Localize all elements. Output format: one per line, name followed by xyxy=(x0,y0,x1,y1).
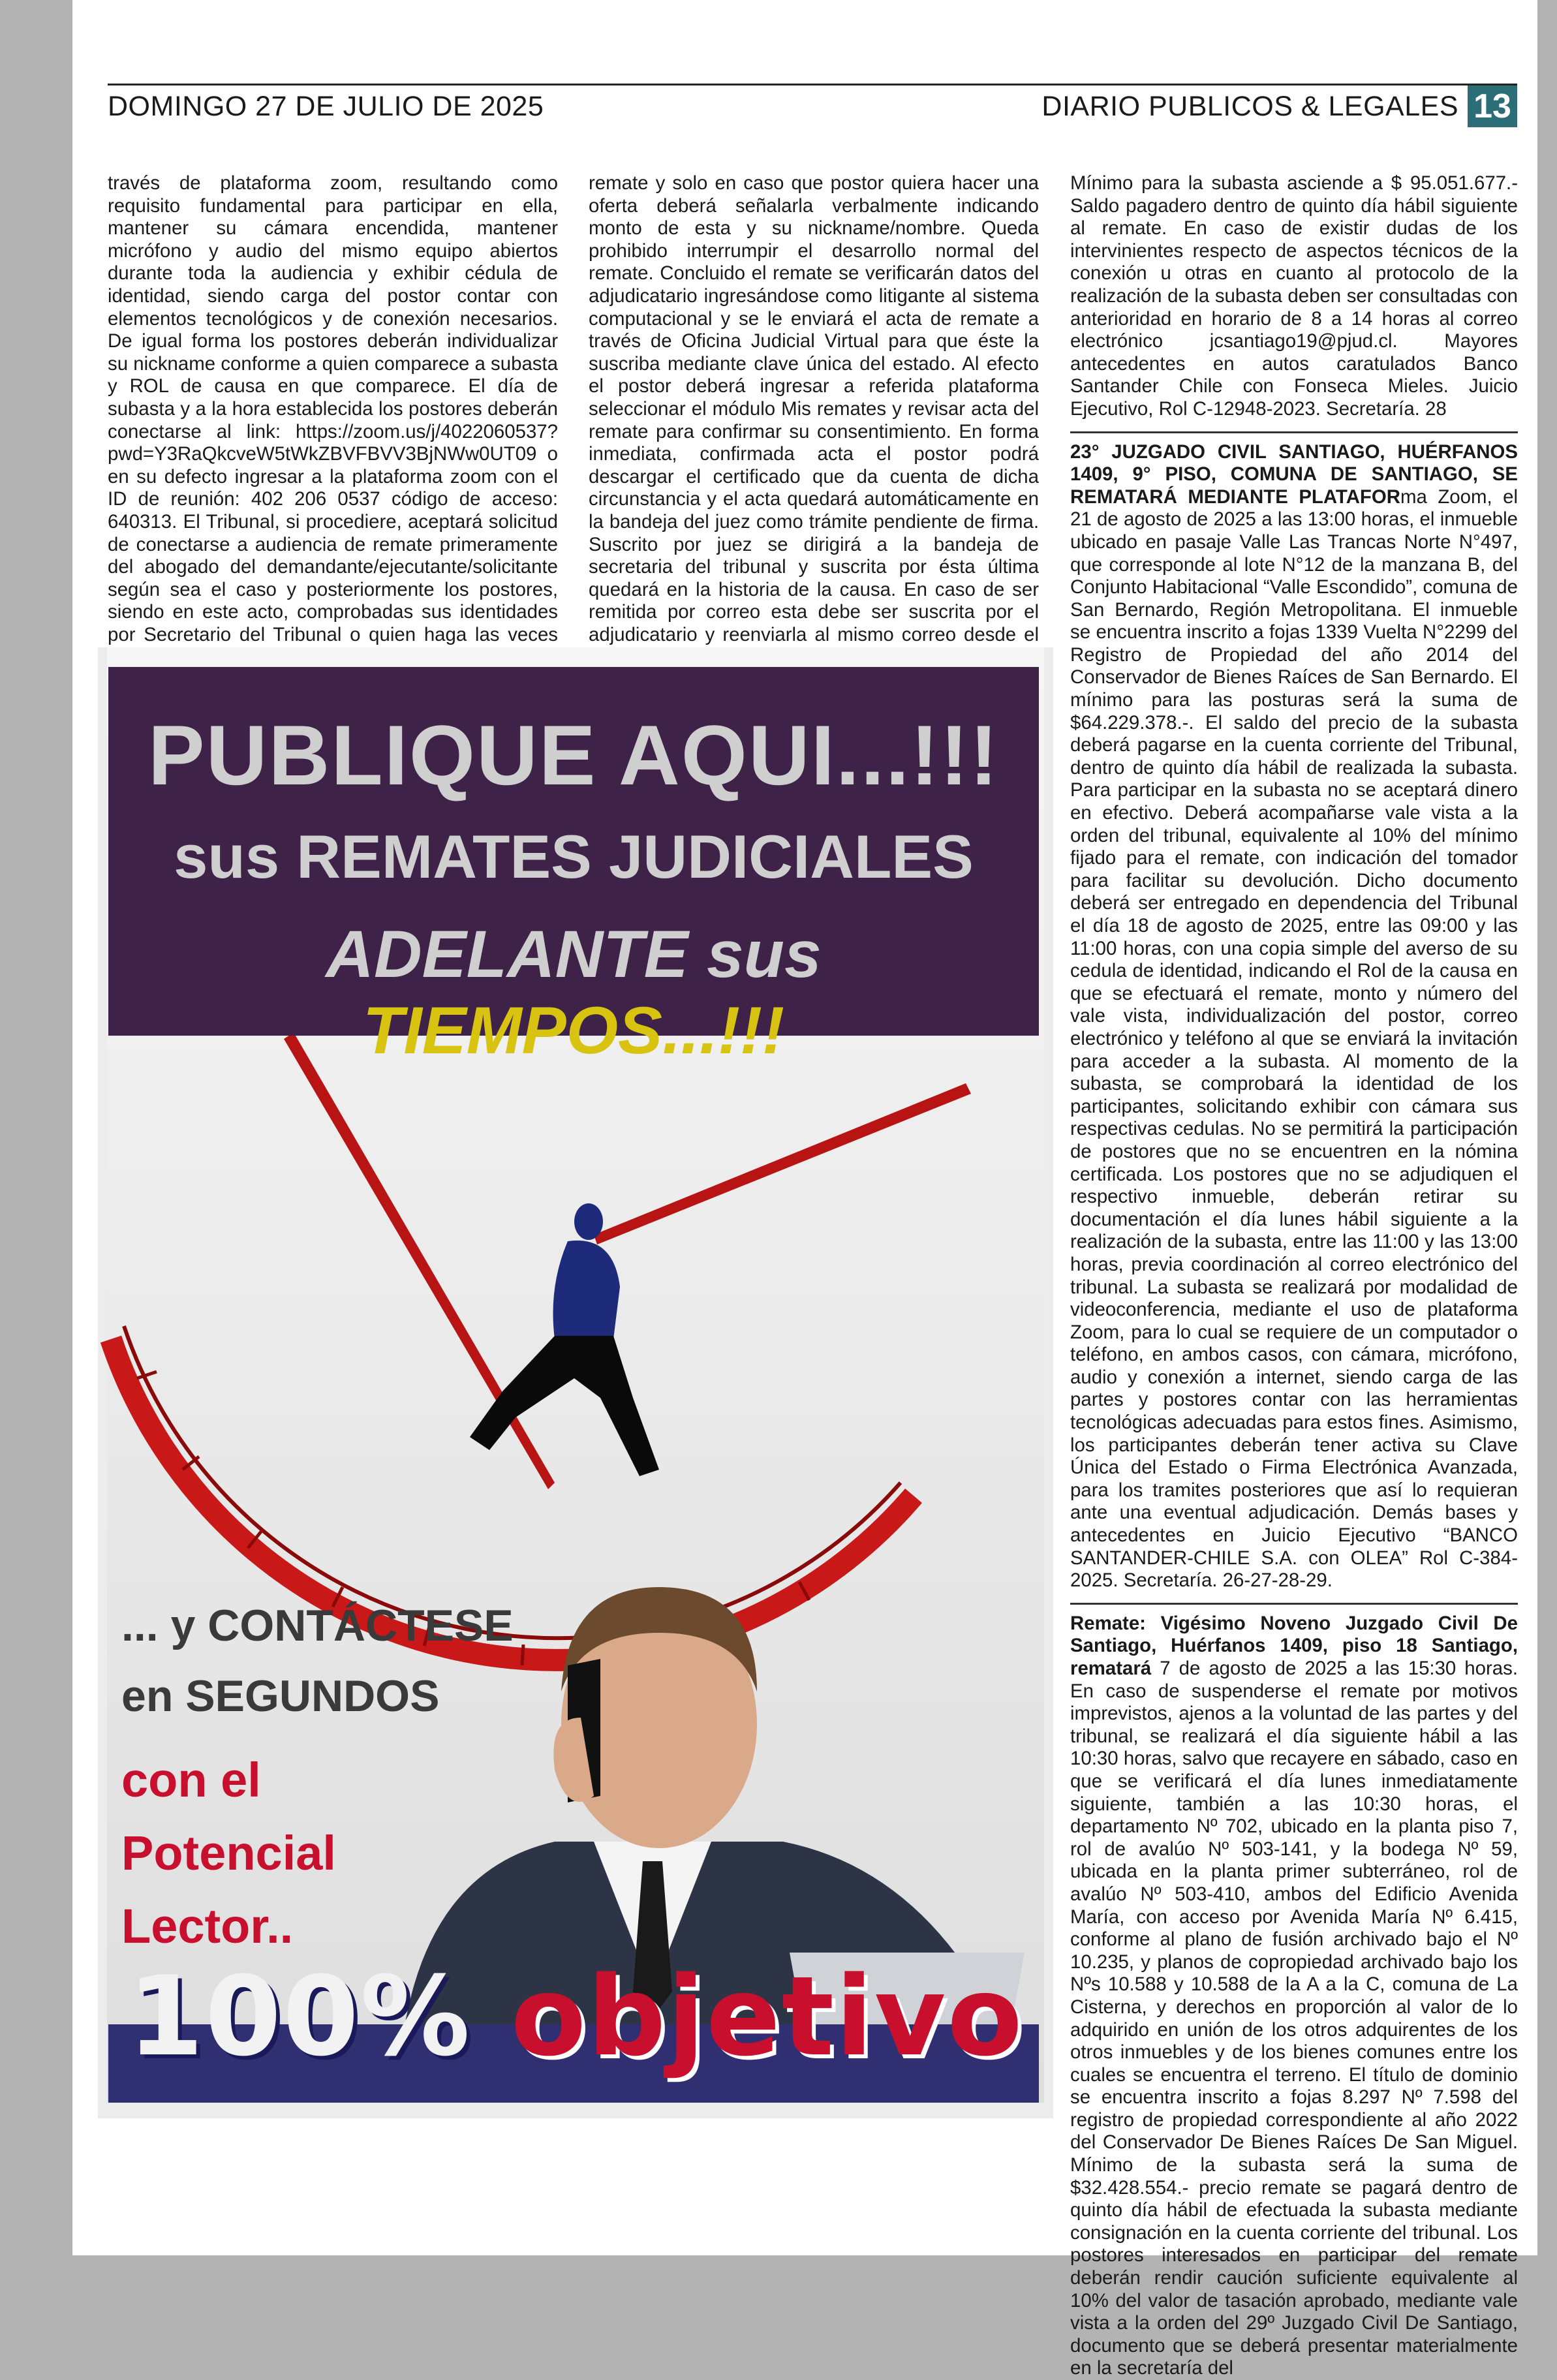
ad-tagline-a: ADELANTE sus xyxy=(326,917,822,991)
ad-contact-line-2: en SEGUNDOS xyxy=(121,1671,440,1721)
notice-body: 7 de agosto de 2025 a las 15:30 horas. En caso de suspenderse el remate por motivos imprevistos, ajenos a la voluntad de las partes y del tribunal, se realizará el día siguiente hábil a las 10:30 horas, salvo que recayere en sábado, caso en que se verificará el día lunes inmediatamente siguiente, también a las 10:30 horas, el departamento Nº 702, ubicado en la planta piso 7, rol de avalúo Nº 503-141, y la bodega Nº 59, ubicada en la planta primer subterráneo, rol de avalúo Nº 503-410, ambos del Edificio Avenida María, con acceso por Avenida María Nº 6.415, conforme al plano de fusión archivado bajo el Nº 10.235, y planos de copropiedad archivado bajo los Nºs 10.588 y 10.588 de la A a la C, comuna de La Cisterna, y derechos en proporción al valor de lo adquirido en unión de los otros adquirentes de los otros inmuebles y de los bienes comunes entre los cuales se encuentra el terreno. El título de dominio se encuentra inscrito a fojas 8.297 Nº 7.598 del registro de propiedad correspondiente al año 2022 del Conservador De Bienes Raíces De San Miguel. Mínimo de la subasta será la suma de $32.428.554.- precio remate se pagará dentro de quinto día hábil de efectuada la subasta mediante consignación en la cuenta corriente del tribunal. Los postores interesados en participar del remate deberán rendir caución suficiente equivalente al 10% del valor de tasación aprobado, mediante vale vista a la orden del 29º Juzgado Civil De Santiago, documento que se deberá presentar materialmente en la secretaría del xyxy=(1070,1658,1518,2379)
ad-tagline-b: TIEMPOS...!!! xyxy=(363,993,784,1068)
clock-hand-long xyxy=(284,1032,555,1489)
ad-subheadline: sus REMATES JUDICIALES xyxy=(174,822,974,891)
notice-heading: Remate: Vigésimo Noveno Juzgado Civil De Santiago, Huérfanos 1409, piso 18 Santiago, rematará xyxy=(1070,1612,1518,1679)
col1-paragraph: través de plataforma zoom, resultando como requisito fundamental para participar en ella, mantener su cámara encendida, mantener micrófono y audio del mismo equipo abiertos durante toda la audiencia y exhibir cédula de identidad, siendo carga del postor contar con elementos tecnológicos y de conexión necesarios. De igual forma los postores deberán individualizar su nickname conforme a quien comparece a subasta y ROL de causa en que comparece. El día de subasta y a la hora establecida los postores deberán conectarse al link: https://zoom.us/j/4022060537?pwd=Y3RaQkcveW5tWkZBVFBVV3BjNWw0UT09 o en su defecto ingresar a la plataforma zoom con el ID de reunión: 402 206 0537 código de acceso: 640313. El Tribunal, si procediere, aceptará solicitud de conectarse a audiencia de remate primeramente del abogado del demandante/ejecutante/solicitante según sea el caso y posteriormente los postores, siendo en este acto, comprobadas sus identidades por Secretario del Tribunal o quien haga las veces xyxy=(108,172,558,645)
clock-hand-short xyxy=(594,1083,971,1244)
col3-paragraph-1: Mínimo para la subasta asciende a $ 95.051.677.- Saldo pagadero dentro de quinto día hábil siguiente al remate. En caso de existir dudas de los intervinientes respecto de aspectos técnicos de la conexión u otras en cuanto al protocolo de la realización de la subasta deben ser consultadas con anterioridad en horario de 8 a 14 horas al correo electrónico jcsantiago19@pjud.cl. Mayores antecedentes en autos caratulados Banco Santander Chile con Fonseca Mieles. Juicio Ejecutivo, Rol C-12948-2023. Secretaría. 28 xyxy=(1070,172,1518,420)
col3-notice-29-juzgado xyxy=(1070,1613,1518,2380)
running-man-figure xyxy=(470,1203,659,1476)
ad-contact-line-1: ... y CONTÁCTESE xyxy=(121,1601,514,1650)
ad-headline: PUBLIQUE AQUI...!!! xyxy=(147,707,1000,803)
col2-paragraph: remate y solo en caso que postor quiera hacer una oferta deberá señalarla verbalmente indicando monto de esta y su nickname/nombre. Queda prohibido interrumpir el desarrollo normal del remate. Concluido el remate se verificarán datos del adjudicatario ingresándose como litigante al sistema computacional y se le enviará el acta de remate a través de Oficina Judicial Virtual para que éste la suscriba mediante clave única del estado. Al efecto el postor deberá ingresar a referida plataforma seleccionar el módulo Mis remates y revisar acta del remate para confirmar su consentimiento. En forma inmediata, confirmada acta el postor podrá descargar el certificado que da cuenta de dicha circunstancia y el acta quedará automáticamente en la bandeja del juez como trámite pendiente de firma. Suscrito por juez se dirigirá a la bandeja de secretaria del tribunal y suscrita por ésta última quedará en la historia de la causa. En caso de ser remitida por correo esta debe ser suscrita por el adjudicatario y reenviarla al mismo correo desde el xyxy=(589,172,1039,645)
page-header xyxy=(108,84,1517,129)
header-date: DOMINGO 27 DE JULIO DE 2025 xyxy=(108,91,544,122)
col3-notice-23-juzgado xyxy=(1070,441,1518,1592)
divider xyxy=(1070,431,1518,433)
column-1 xyxy=(108,172,558,669)
notice-body: ma Zoom, el 21 de agosto de 2025 a las 13:00 horas, el inmueble ubicado en pasaje Valle Las Trancas Norte N°497, que corresponde al lote N°12 de la manzana B, del Conjunto Habitacional “Valle Escondido”, comuna de San Bernardo, Región Metropolitana. El inmueble se encuentra inscrito a fojas 1339 Vuelta N°2299 del Registro de Propiedad del año 2014 del Conservador de Bienes Raíces de San Bernardo. El mínimo para las posturas será la suma de $64.229.378.-. El saldo del precio de la subasta deberá pagarse en la cuenta corriente del Tribunal, dentro de quinto día hábil de realizada la subasta. Para participar en la subasta no se aceptará dinero en efectivo. Deberá acompañarse vale vista a la orden del tribunal, equivalente al 10% del mínimo fijado para el remate, con indicación del tomador para facilitar su devolución. Dicho documento deberá ser entregado en dependencia del Tribunal el día 18 de agosto de 2025, entre las 09:00 y las 11:00 horas, con una copia simple del averso de su cedula de identidad, indicando el Rol de la causa en que se efectuará el remate, monto y número del vale vista, individualización del postor, correo electrónico y teléfono al que se enviará la invitación para acceder a la subasta. Al momento de la subasta, se comprobará la identidad de los participantes, solicitando exhibir con cámara sus respectivas cedulas. No se permitirá la participación de postores que no se encuentren en la nómina certificada. Los postores que no se adjudiquen el respectivo inmueble, deberán retirar su documentación el día lunes hábil siguiente a la realización de la subasta, entre las 11:00 y las 13:00 horas, previa coordinación al correo electrónico del tribunal. La subasta se realizará por modalidad de videoconferencia, mediante el uso de plataforma Zoom, para lo cual se requiere de un computador o teléfono, en ambos casos, con cámara, micrófono, audio y conexión a internet, siendo carga de las partes y postores contar con las herramientas tecnológicas adecuadas para estos fines. Asimismo, los participantes deberán tener activa su Clave Única del Estado o Firma Electrónica Avanzada, para los tramites posteriores que así lo requieran ante una eventual adjudicación. Demás bases y antecedentes en Juicio Ejecutivo “BANCO SANTANDER-CHILE S.A. con OLEA” Rol C-384-2025. Secretaría. 26-27-28-29. xyxy=(1070,486,1518,1592)
column-2 xyxy=(589,172,1039,669)
ad-red-line-1: con el xyxy=(121,1753,261,1807)
ad-slogan xyxy=(98,1953,1053,2080)
divider xyxy=(1070,1603,1518,1605)
ad-banner xyxy=(108,667,1039,1068)
publication-name: DIARIO PUBLICOS & LEGALES xyxy=(1041,91,1458,122)
ad-red-line-2: Potencial xyxy=(121,1826,336,1880)
page-number: 13 xyxy=(1468,85,1517,127)
ad-red-line-3: Lector.. xyxy=(121,1899,294,1953)
column-3 xyxy=(1070,172,1518,2380)
ad-tagline xyxy=(108,916,1039,1069)
ad-slogan-percent: 100% xyxy=(127,1953,472,2080)
notice-heading: 23° JUZGADO CIVIL SANTIAGO, HUÉRFANOS 1409, 9° PISO, COMUNA DE SANTIAGO, SE REMATARÁ MEDIANTE PLATAFOR xyxy=(1070,440,1518,508)
ad-slogan-word: objetivo xyxy=(471,1953,1024,2080)
ad-contact-red xyxy=(121,1744,336,1963)
advertisement xyxy=(98,647,1053,2118)
